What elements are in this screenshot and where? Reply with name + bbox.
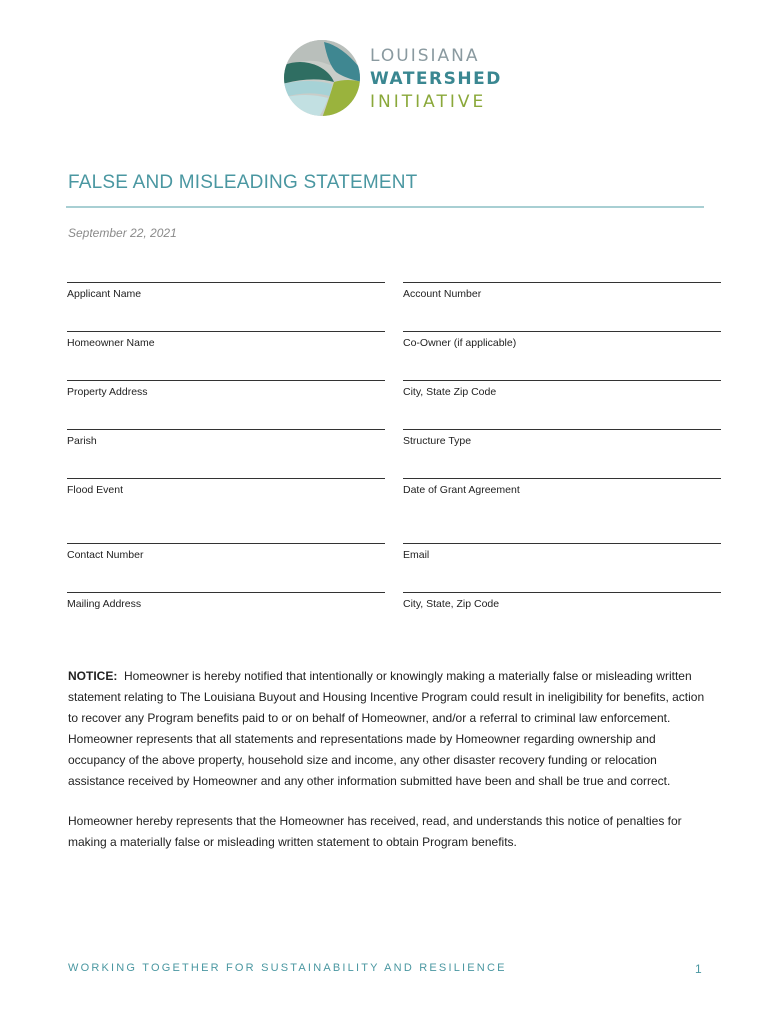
document-date: September 22, 2021 xyxy=(68,226,177,240)
logo-text-line2: WATERSHED xyxy=(370,69,502,89)
structure-type-label: Structure Type xyxy=(403,435,472,447)
notice-label: NOTICE: xyxy=(68,669,118,683)
notice-paragraph-2: Homeowner represents that all statements and representations made by Homeowner regarding ownership and occupancy of the above property, household size and income, any other disaster recovery funding or relocation assistance received by Homeowner and any other information submitted have been and shall be true and correct. xyxy=(68,732,671,788)
notice-paragraph-3: Homeowner hereby represents that the Homeowner has received, read, and understands this notice of penalties for making a materially false or misleading written statement to obtain Program benefits. xyxy=(68,814,682,849)
notice-paragraph-1 xyxy=(68,666,708,729)
page-number: 1 xyxy=(695,962,702,976)
applicant-name-label: Applicant Name xyxy=(67,288,142,300)
contact-number-label: Contact Number xyxy=(67,549,144,561)
logo-text-line1: LOUISIANA xyxy=(370,46,480,66)
email-field[interactable] xyxy=(403,543,721,561)
homeowner-name-field[interactable] xyxy=(67,331,385,349)
parish-field[interactable] xyxy=(67,429,385,447)
city-state-zip-label: City, State Zip Code xyxy=(403,386,497,398)
logo xyxy=(282,38,502,122)
structure-type-field[interactable] xyxy=(403,429,721,447)
city-state-zip-field[interactable] xyxy=(403,380,721,398)
property-address-field[interactable] xyxy=(67,380,385,398)
page-title: FALSE AND MISLEADING STATEMENT xyxy=(68,172,418,193)
watershed-logo-icon xyxy=(282,38,362,118)
homeowner-name-label: Homeowner Name xyxy=(67,337,155,349)
account-number-field[interactable] xyxy=(403,282,721,300)
co-owner-label: Co-Owner (if applicable) xyxy=(403,337,517,349)
notice-section xyxy=(68,666,708,853)
parish-label: Parish xyxy=(67,435,97,447)
account-number-label: Account Number xyxy=(403,288,482,300)
mailing-city-state-zip-field[interactable] xyxy=(403,592,721,610)
property-address-label: Property Address xyxy=(67,386,148,398)
date-of-grant-field[interactable] xyxy=(403,478,721,496)
notice-text-1: Homeowner is hereby notified that intentionally or knowingly making a materially false or misleading written statement relating to The Louisiana Buyout and Housing Incentive Program could result in ineligibility for benefits, action to recover any Program benefits paid to or on behalf of Homeowner, and/or a referral to criminal law enforcement. xyxy=(68,669,705,725)
title-divider xyxy=(66,206,704,208)
email-label: Email xyxy=(403,549,430,561)
date-of-grant-label: Date of Grant Agreement xyxy=(403,484,520,496)
contact-number-field[interactable] xyxy=(67,543,385,561)
co-owner-field[interactable] xyxy=(403,331,721,349)
footer-tagline: WORKING TOGETHER FOR SUSTAINABILITY AND RESILIENCE xyxy=(68,962,507,974)
mailing-address-field[interactable] xyxy=(67,592,385,610)
mailing-city-state-zip-label: City, State, Zip Code xyxy=(403,598,500,610)
logo-text-line3: INITIATIVE xyxy=(370,92,487,112)
flood-event-label: Flood Event xyxy=(67,484,124,496)
mailing-address-label: Mailing Address xyxy=(67,598,142,610)
applicant-name-field[interactable] xyxy=(67,282,385,300)
flood-event-field[interactable] xyxy=(67,478,385,496)
